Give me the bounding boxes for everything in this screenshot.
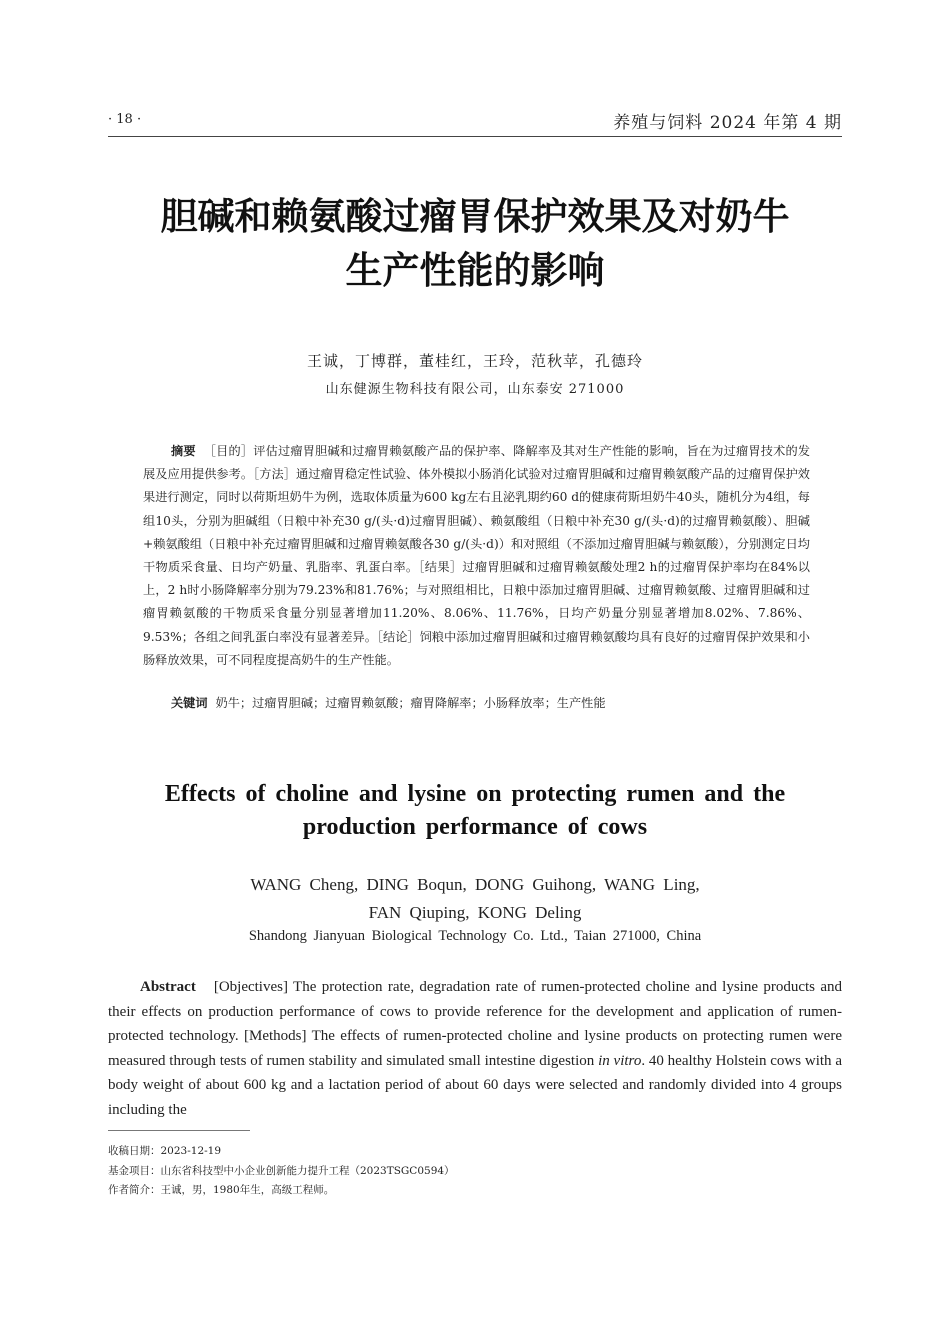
article-title-cn-line2: 生产性能的影响 (345, 249, 605, 292)
page-header (108, 108, 842, 137)
abstract-cn-label: 摘要 (171, 444, 196, 458)
article-title-en-line1: Effects of choline and lysine on protecting rumen and the (164, 781, 786, 807)
abstract-en-text-2: . 40 healthy Holstein cows with a body weight of about 600 kg and a lactation period of about 60 days were selected and randomly divided into 4 groups including the (108, 1052, 843, 1118)
keywords-cn-text: 奶牛；过瘤胃胆碱；过瘤胃赖氨酸；瘤胃降解率；小肠释放率；生产性能 (215, 696, 606, 710)
footnotes (108, 1142, 842, 1201)
authors-en-line2: FAN Qiuping, KONG Deling (368, 903, 582, 922)
footnote-author-bio: 作者简介：王诚，男，1980年生，高级工程师。 (108, 1184, 335, 1196)
abstract-en-label: Abstract (140, 979, 196, 995)
abstract-cn-text: ［目的］评估过瘤胃胆碱和过瘤胃赖氨酸产品的保护率、降解率及其对生产性能的影响，旨在为过瘤胃技术的发展及应用提供参考。［方法］通过瘤胃稳定性试验、体外模拟小肠消化试验对过瘤胃胆碱和过瘤胃赖氨酸产品的过瘤胃保护效果进行测定，同时以荷斯坦奶牛为例，选取体质量为600 kg左右且泌乳期约60 d的健康荷斯坦奶牛40头，随机分为4组，每组10头，分别为胆碱组（日粮中补充30 g/(头·d)过瘤胃胆碱）、赖氨酸组（日粮中补充30 g/(头·d)的过瘤胃赖氨酸）、胆碱+赖氨酸组（日粮中补充过瘤胃胆碱和过瘤胃赖氨酸各30 g/(头·d)）和对照组（不添加过瘤胃胆碱与赖氨酸），分别测定日均干物质采食量、日均产奶量、乳脂率、乳蛋白率。［结果］过瘤胃胆碱和过瘤胃赖氨酸处理2 h的过瘤胃保护率均在84%以上，2 h时小肠降解率分别为79.23%和81.76%；与对照组相比，日粮中添加过瘤胃胆碱、过瘤胃赖氨酸、过瘤胃胆碱和过瘤胃赖氨酸的干物质采食量分别显著增加11.20%、8.06%、11.76%，日均产奶量分别显著增加8.02%、7.86%、9.53%；各组之间乳蛋白率没有显著差异。［结论］饲粮中添加过瘤胃胆碱和过瘤胃赖氨酸均具有良好的过瘤胃保护效果和小肠释放效果，可不同程度提高奶牛的生产性能。 (143, 444, 811, 667)
affiliation-cn: 山东健源生物科技有限公司，山东泰安 271000 (325, 382, 625, 397)
article-title-en-line2: production performance of cows (302, 814, 648, 840)
abstract-en-italic: in vitro (598, 1052, 642, 1069)
article-title-en (100, 778, 850, 844)
footnote-divider (108, 1130, 250, 1131)
authors-cn: 王诚，丁博群，董桂红，王玲，范秋苹，孔德玲 (306, 352, 643, 370)
authors-en (0, 871, 950, 927)
abstract-cn (143, 440, 810, 672)
article-title-cn (60, 190, 890, 298)
abstract-en (108, 975, 842, 1123)
authors-en-line1: WANG Cheng, DING Boqun, DONG Guihong, WANG Ling, (250, 875, 700, 894)
journal-title: 养殖与饲料 2024 年第 4 期 (613, 113, 842, 133)
affiliation-en: Shandong Jianyuan Biological Technology Co. Ltd., Taian 271000, China (248, 928, 702, 944)
keywords-cn-label: 关键词 (171, 696, 208, 710)
footnote-received: 收稿日期：2023-12-19 (108, 1145, 222, 1157)
keywords-cn (171, 692, 810, 715)
footnote-funding: 基金项目：山东省科技型中小企业创新能力提升工程（2023TSGC0594） (108, 1164, 455, 1177)
abstract-en-text-1: [Objectives] The protection rate, degradation rate of rumen-protected choline and lysine products and their effects on production performance of cows to provide reference for the development and application of rumen-protected technology. [Methods] The effects of rumen-protected choline and lysine products on protecting rumen were measured through tests of rumen stability and simulated small intestine digestion (108, 979, 842, 1069)
article-title-cn-line1: 胆碱和赖氨酸过瘤胃保护效果及对奶牛 (160, 195, 790, 238)
page-number: · 18 · (108, 112, 142, 127)
